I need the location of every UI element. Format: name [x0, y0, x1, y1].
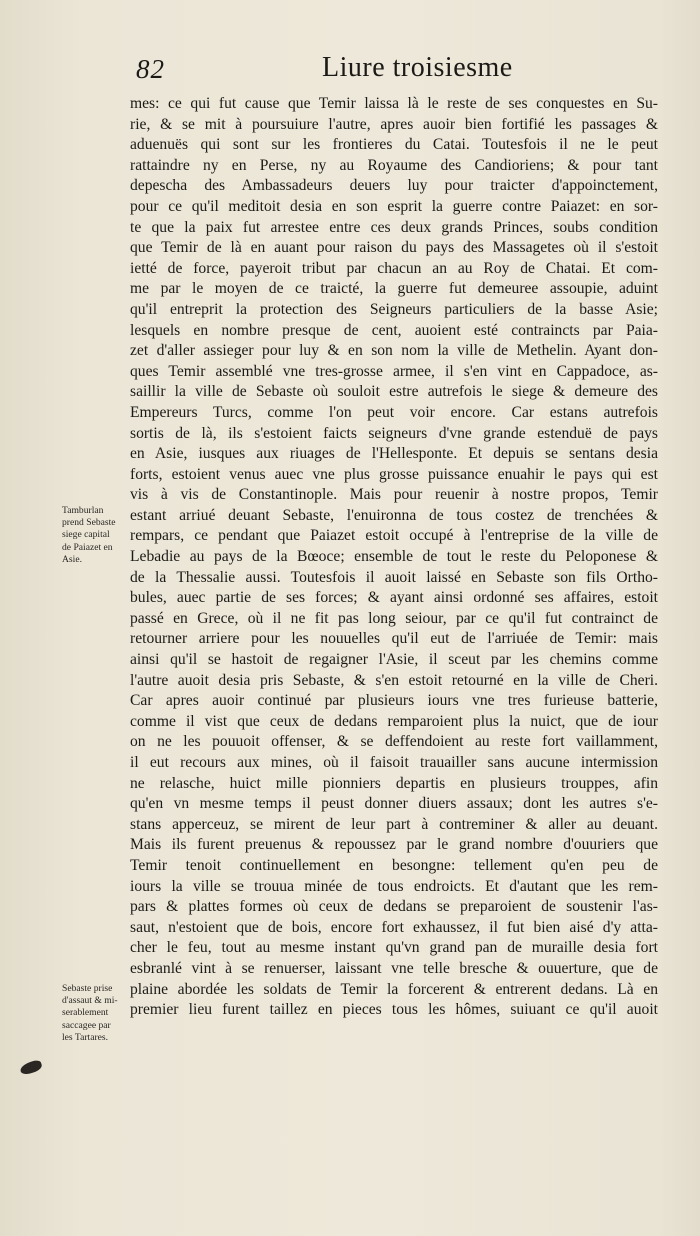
text-line: Car apres auoir continué par plusieurs iours vne tres furieuse batterie, — [130, 692, 658, 710]
text-line: passé en Grece, où il ne fit pas long seiour, par ce qu'il fut contrainct de — [130, 609, 658, 627]
margin-note-sebaste — [62, 983, 132, 1044]
page-edge-shadow — [660, 0, 700, 1236]
margin-note-line: siege capital — [62, 529, 110, 541]
text-line: iours la ville se trouua minée de tous endroicts. Et d'autant que les rem- — [130, 877, 658, 895]
text-line: depescha des Ambassadeurs deuers luy pour traicter d'appoinctement, — [130, 177, 658, 195]
text-line: zet d'aller assieger pour luy & en son nom la ville de Methelin. Ayant don- — [130, 342, 658, 360]
text-line: me par le moyen de ce traicté, la guerre fut demeuree assoupie, aduint — [130, 280, 658, 298]
margin-note-tamburlan — [62, 505, 132, 566]
text-line: premier lieu furent taillez en pieces tous les hômes, suiuant ce qu'il auoit — [130, 1001, 658, 1019]
text-line: qu'il entreprit la protection des Seigneurs particuliers de la basse Asie; — [130, 300, 658, 318]
text-line: rattaindre ny en Perse, ny au Royaume des Candioriens; & pour tant — [130, 156, 658, 174]
text-line: ainsi qu'il se hastoit de regaigner l'Asie, il sceut par les chemins comme — [130, 651, 658, 669]
text-line: saut, n'estoient que de bois, encore fort exhaussez, il fut bien aisé d'y atta- — [130, 918, 658, 936]
margin-note-line: saccagee par — [62, 1019, 111, 1031]
text-line: forts, estoient venus auec vne plus grosse puissance enuahir le pays qui est — [130, 465, 658, 483]
body-text-block — [130, 94, 658, 1021]
running-title: Liure troisiesme — [322, 52, 513, 83]
text-line: retourner arriere pour les nouuelles qu'il eut de l'arriuée de Temir: mais — [130, 630, 658, 648]
text-line: pars & plattes formes où ceux de dedans se preparoient de soustenir l'as- — [130, 898, 658, 916]
margin-note-line: d'assaut & mi- — [62, 995, 118, 1007]
text-line: esbranlé vint à se renuerser, laissant vne telle bresche & ouuerture, que de — [130, 959, 658, 977]
text-line: bules, auec partie de ses forces; & ayant ainsi ordonné ses affaires, estoit — [130, 589, 658, 607]
text-line: sortis de là, ils s'estoient faicts seigneurs d'vne grande estenduë de pays — [130, 424, 658, 442]
text-line: saillir la ville de Sebaste où souloit estre autrefois le siege & demeure des — [130, 383, 658, 401]
text-line: ne relasche, huict mille pionniers departis en plusieurs trouppes, afin — [130, 774, 658, 792]
text-line: pour ce qu'il meditoit desia en son esprit la guerre contre Paiazet: en sor- — [130, 197, 658, 215]
text-line: Temir tenoit continuellement en besongne: tellement qu'en peu de — [130, 856, 658, 874]
text-line: vis à vis de Constantinople. Mais pour reuenir à nostre propos, Temir — [130, 486, 658, 504]
text-line: de la Thessalie aussi. Toutesfois il auoit laissé en Sebaste son fils Ortho- — [130, 568, 658, 586]
text-line: te que la paix fut arrestee entre ces deux grands Princes, soubs condition — [130, 218, 658, 236]
margin-note-line: Tamburlan — [62, 505, 104, 516]
text-line: en Asie, iusques aux riuages de l'Hellesponte. Et depuis se sentans desia — [130, 445, 658, 463]
text-line: estant arriué deuant Sebaste, l'enuironna de tous costez de trenchées & — [130, 506, 658, 524]
text-line: il eut recours aux mines, où il faisoit trauailler sans aucune intermission — [130, 754, 658, 771]
text-line: stans apperceuz, se mirent de leur part à contreminer & aller au deuant. — [130, 815, 658, 833]
text-line: Empereurs Turcs, comme l'on peut voir encore. Car estans autrefois — [130, 403, 658, 421]
margin-note-line: de Paiazet en — [62, 541, 113, 553]
text-line: mes: ce qui fut cause que Temir laissa là le reste de ses conquestes en Su- — [130, 95, 658, 112]
text-line: cher le feu, tout au mesme instant qu'vn grand pan de muraille desia fort — [130, 939, 658, 957]
text-line: ques Temir assemblé vne tres-grosse armee, il s'en vint en Cappadoce, as- — [130, 362, 658, 380]
ink-blot — [19, 1059, 43, 1076]
text-line: plaine abordée les soldats de Temir la forcerent & entrerent dedans. Là en — [130, 980, 658, 998]
text-line: comme il vist que ceux de dedans remparoient plus la nuict, que de iour — [130, 712, 658, 730]
text-line: rempars, ce pendant que Paiazet estoit occupé à l'entreprise de la ville de — [130, 527, 658, 545]
text-line: on ne les pouuoit offenser, & se deffendoient au reste fort vaillamment, — [130, 733, 658, 751]
text-line: qu'en vn mesme temps il peust donner diuers assaux; dont les autres s'e- — [130, 795, 658, 813]
margin-note-line: Sebaste prise — [62, 983, 113, 994]
text-line: aduenuës qui sont sur les frontieres du Catai. Toutesfois il ne le peut — [130, 136, 658, 154]
margin-note-line: serablement — [62, 1007, 109, 1019]
margin-note-line: les Tartares. — [62, 1031, 109, 1043]
text-line: ietté de force, payeroit tribut par chacun an au Roy de Chatai. Et com- — [130, 259, 658, 277]
page-number: 82 — [136, 54, 165, 84]
text-line: Lebadie au pays de la Bœoce; ensemble de tout le reste du Peloponese & — [130, 548, 658, 566]
margin-note-line: prend Sebaste — [62, 517, 116, 529]
text-line: rie, & se mit à poursuiure l'autre, apres auoir bien fortifié les passages & — [130, 115, 658, 133]
margin-note-line: Asie. — [62, 553, 82, 565]
text-line: que Temir de là en auant pour raison du pays des Massagetes où il s'estoit — [130, 239, 658, 257]
text-line: l'autre auoit desia pris Sebaste, & s'en estoit retourné en la ville de Cheri. — [130, 671, 658, 689]
text-line: Mais ils furent preuenus & repoussez par le grand nombre d'ouuriers que — [130, 836, 658, 854]
text-line: lesquels en nombre presque de cent, auoient esté contraincts par Paia- — [130, 321, 658, 339]
